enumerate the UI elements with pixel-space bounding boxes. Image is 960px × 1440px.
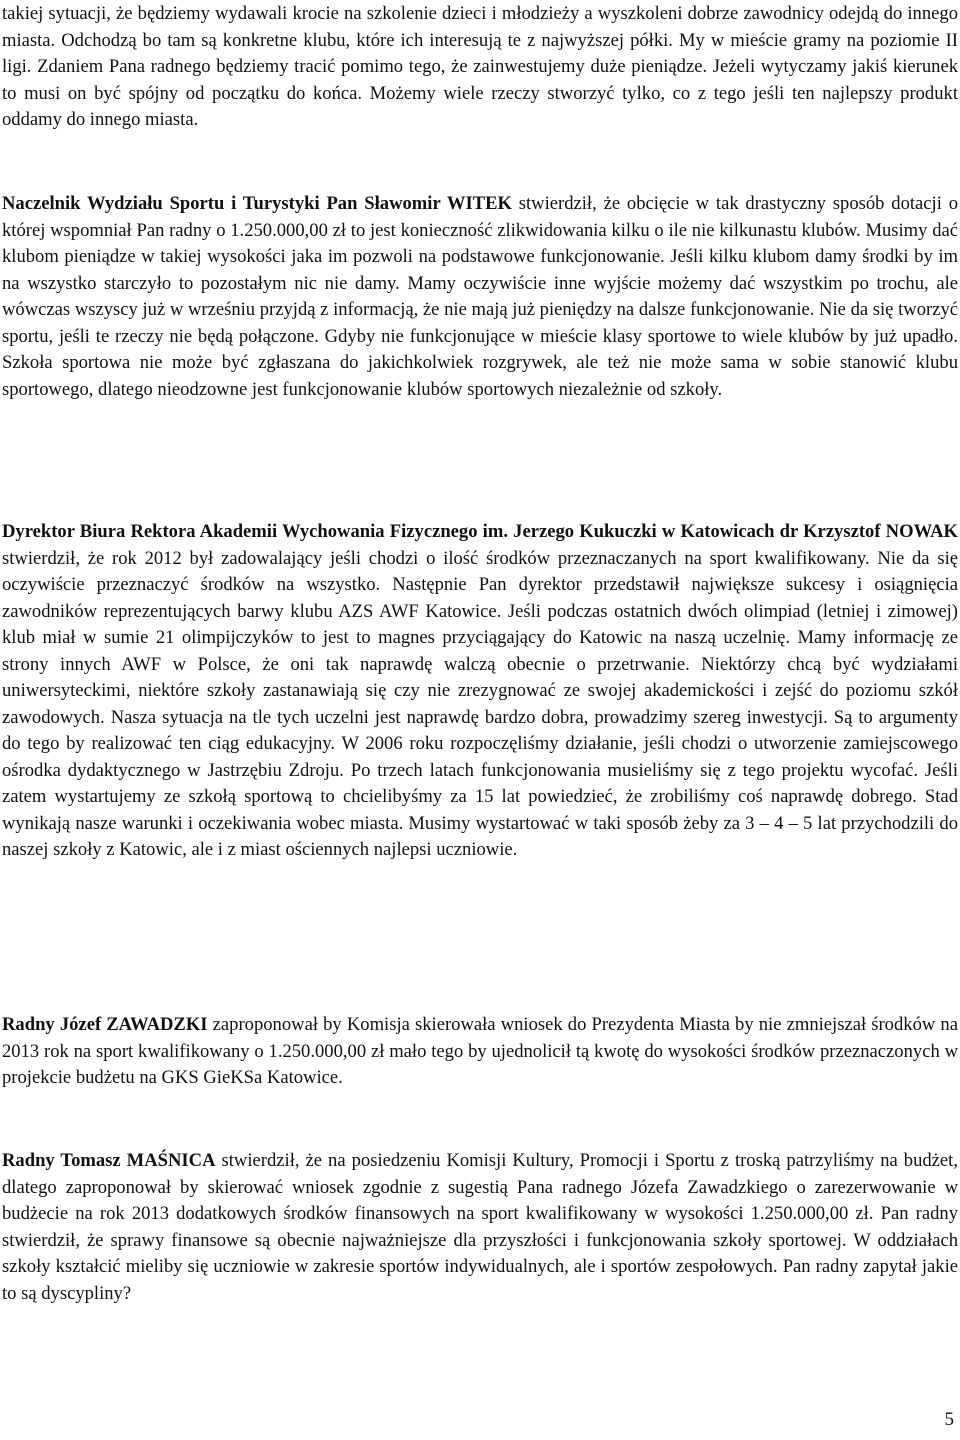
paragraph-text: stwierdził, że na posiedzeniu Komisji Kultury, Promocji i Sportu z troską patrzyliśmy na budżet, dlatego zaproponował by skierować wniosek zgodnie z sugestią Pana radnego Józefa Zawadzkiego o zarezerwowanie w budżecie na rok 2013 dodatkowych środków finansowych na sport kwalifikowany w wysokości 1.250.000,00 zł. Pan radny stwierdził, że sprawy finansowe są obecnie najważniejsze dla przyszłości i funkcjonowania szkoły sportowej. W oddziałach szkoły kształcić mieliby się uczniowie w zakresie sportów indywidualnych, ale i sportów zespołowych. Pan radny zapytał jakie to są dyscypliny? xyxy=(2,1150,958,1304)
paragraph-text: stwierdził, że obcięcie w tak drastyczny sposób dotacji o której wspomniał Pan radny o 1.250.000,00 zł to jest konieczność zlikwidowania kilku o ile nie kilkunastu klubów. Musimy dać klubom pieniądze w takiej wysokości jaka im pozwoli na podstawowe funkcjonowanie. Jeśli kilku klubom damy środki by im na wszystko starczyło to pozostałym nic nie damy. Mamy oczywiście inne wyjście możemy dać wszystkim po trochu, ale wówczas wszyscy już w wrześniu przyjdą z informacją, że nie mają już pieniędzy na dalsze funkcjonowanie. Nie da się tworzyć sportu, jeśli te rzeczy nie będą połączone. Gdyby nie funkcjonujące w mieście klasy sportowe to wiele klubów by już upadło. Szkoła sportowa nie może być zgłaszana do jakichkolwiek rozgrywek, ale też nie może sama w sobie stanowić klubu sportowego, dlatego nieodzowne jest funkcjonowanie klubów sportowych niezależnie od szkoły. xyxy=(2,193,958,400)
page-number: 5 xyxy=(944,1409,954,1430)
speaker-name: Radny Tomasz MAŚNICA xyxy=(2,1150,216,1171)
paragraph-text: zaproponował by Komisja skierowała wniosek do Prezydenta Miasta by nie zmniejszał środków na 2013 rok na sport kwalifikowany o 1.250.000,00 zł mało tego by ujednolicił tą kwotę do wysokości środków przeznaczonych w projekcie budżetu na GKS GieKSa Katowice. xyxy=(2,1014,958,1088)
paragraph-continuation xyxy=(2,1,958,134)
speaker-name: Naczelnik Wydziału Sportu i Turystyki Pan Sławomir WITEK xyxy=(2,193,512,214)
document-page xyxy=(2,0,958,1440)
paragraph-zawadzki xyxy=(2,1012,958,1092)
paragraph-nowak xyxy=(2,519,958,864)
speaker-name: Dyrektor Biura Rektora Akademii Wychowania Fizycznego im. Jerzego Kukuczki w Katowicach dr Krzysztof NOWAK xyxy=(2,521,958,542)
paragraph-text: takiej sytuacji, że będziemy wydawali krocie na szkolenie dzieci i młodzieży a wyszkoleni dobrze zawodnicy odejdą do innego miasta. Odchodzą bo tam są konkretne klubu, które ich interesują te z najwyższej półki. My w mieście gramy na poziomie II ligi. Zdaniem Pana radnego będziemy tracić pomimo tego, że zainwestujemy duże pieniądze. Jeżeli wytyczamy jakiś kierunek to musi on być spójny od początku do końca. Możemy wiele rzeczy stworzyć tylko, co z tego jeśli ten najlepszy produkt oddamy do innego miasta. xyxy=(2,3,958,130)
paragraph-witek xyxy=(2,191,958,403)
speaker-name: Radny Józef ZAWADZKI xyxy=(2,1014,208,1035)
paragraph-text: stwierdził, że rok 2012 był zadowalający jeśli chodzi o ilość środków przeznaczanych na sport kwalifikowany. Nie da się oczywiście przeznaczyć środków na wszystko. Następnie Pan dyrektor przedstawił największe sukcesy i osiągnięcia zawodników reprezentujących barwy klubu AZS AWF Katowice. Jeśli podczas ostatnich dwóch olimpiad (letniej i zimowej) klub miał w sumie 21 olimpijczyków to jest to magnes przyciągający do Katowic na naszą uczelnię. Mamy informację ze strony innych AWF w Polsce, że oni tak naprawdę walczą obecnie o przetrwanie. Niektórzy chcą być wydziałami uniwersyteckimi, niektóre szkoły zastanawiają się czy nie zrezygnować ze swojej akademickości i zejść do poziomu szkół zawodowych. Nasza sytuacja na tle tych uczelni jest naprawdę bardzo dobra, prowadzimy szereg inwestycji. Są to argumenty do tego by realizować ten ciąg edukacyjny. W 2006 roku rozpoczęliśmy działanie, jeśli chodzi o utworzenie zamiejscowego ośrodka dydaktycznego w Jastrzębiu Zdroju. Po trzech latach funkcjonowania musieliśmy się z tego projektu wycofać. Jeśli zatem wystartujemy ze szkołą sportową to chcielibyśmy za 15 lat powiedzieć, że zrobiliśmy coś naprawdę dobrego. Stad wynikają nasze warunki i oczekiwania wobec miasta. Musimy wystartować w taki sposób żeby za 3 – 4 – 5 lat przychodzili do naszej szkoły z Katowic, ale i z miast ościennych najlepsi uczniowie. xyxy=(2,547,958,860)
paragraph-masnica xyxy=(2,1148,958,1307)
